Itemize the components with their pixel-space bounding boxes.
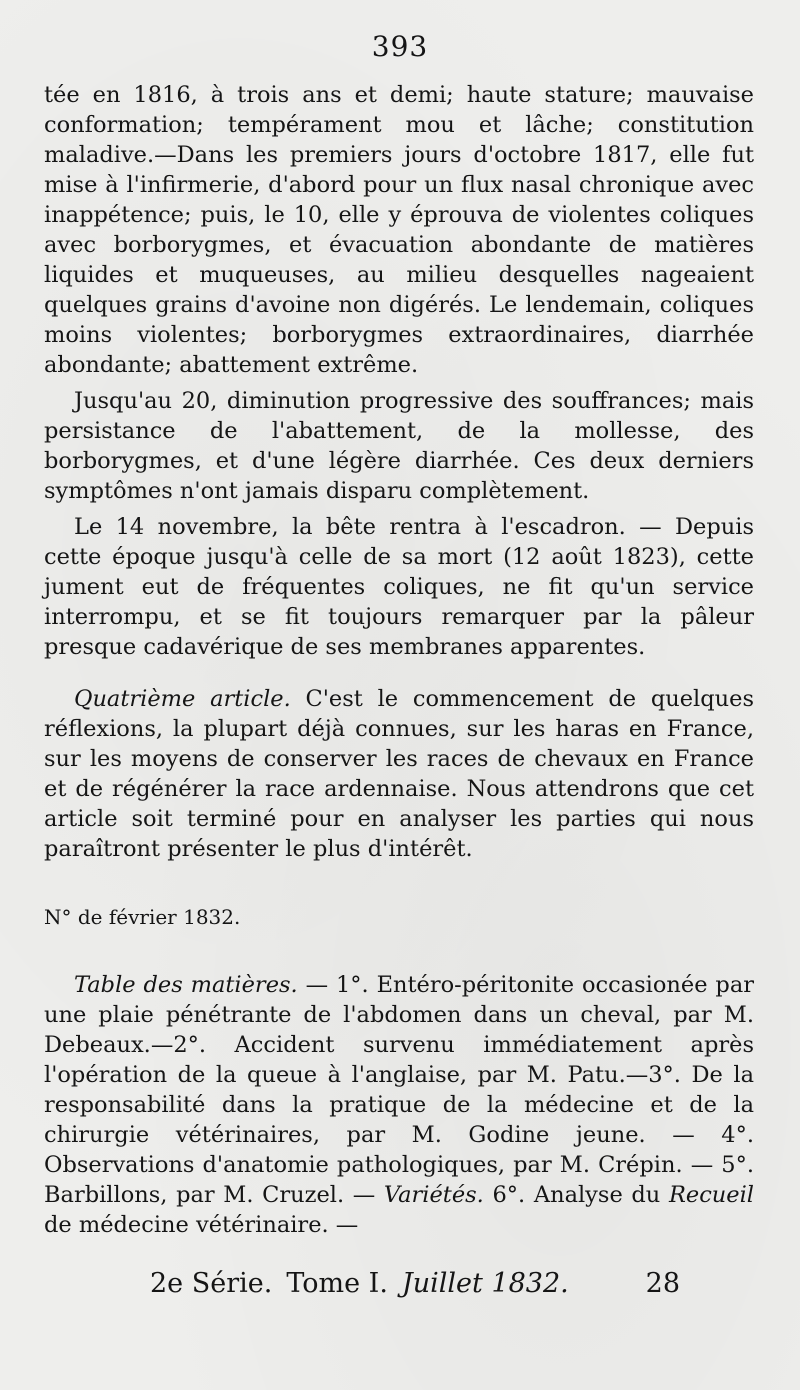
footer-series: 2e Série. [150,1268,273,1299]
signature-line [150,1268,680,1299]
footer-tome: Tome I. [286,1268,388,1299]
paragraph-1: tée en 1816, à trois ans et demi; haute stature; mauvaise conformation; tempérament mou et lâche; constitution maladive.—Dans les premiers jours d'octobre 1817, elle fut mise à l'infirmerie, d'abord pour un flux nasal chronique avec inappétence; puis, le 10, elle y éprouva de violentes coliques avec borborygmes, et évacuation abondante de matières liquides et muqueuses, au milieu desquelles nageaient quelques grains d'avoine non digérés. Le lendemain, coliques moins violentes; borborygmes extraordinaires, diarrhée abondante; abattement extrême. [44,82,754,378]
contents-label: Table des matières. [74,972,298,998]
contents-text-2: 6°. Analyse du [483,1182,669,1208]
recueil-label: Recueil [668,1182,754,1208]
varietes-label: Variétés. [383,1182,484,1208]
paragraph-4 [44,684,754,864]
footer-sheet-number: 28 [645,1268,680,1299]
contents-text-3: de médecine vétérinaire. — [44,1212,359,1238]
paragraph-4-text: C'est le commencement de quelques réflexions, la plupart déjà connues, sur les haras en France, sur les moyens de conserver les races de chevaux en France et de régénérer la race ardennaise. Nous attendrons que cet article soit terminé pour en analyser les parties qui nous paraîtront présenter le plus d'intérêt. [44,686,754,862]
paragraph-5 [44,970,754,1240]
contents-text: — 1°. Entéro-péritonite occasionée par une plaie pénétrante de l'abdomen dans un cheval, par M. Debeaux.—2°. Accident survenu immédiatement après l'opération de la queue à l'anglaise, par M. Patu.—3°. De la responsabilité dans la pratique de la médecine et de la chirurgie vétérinaires, par M. Godine jeune. — 4°. Observations d'anatomie pathologiques, par M. Crépin. — 5°. Barbillons, par M. Cruzel. — [44,972,755,1208]
article-label: Quatrième article. [74,686,291,712]
footer-date: Juillet 1832. [401,1268,569,1299]
paragraph-2: Jusqu'au 20, diminution progressive des souffrances; mais persistance de l'abattement, de la mollesse, des borborygmes, et d'une légère diarrhée. Ces deux derniers symptômes n'ont jamais disparu complètement. [44,388,754,504]
paragraph-3: Le 14 novembre, la bête rentra à l'escadron. — Depuis cette époque jusqu'à celle de sa mort (12 août 1823), cette jument eut de fréquentes coliques, ne fit qu'un service interrompu, et se fit toujours remarquer par la pâleur presque cadavérique de ses membranes apparentes. [44,514,754,660]
body-text [44,80,754,1240]
page-number: 393 [371,30,429,63]
issue-heading: N° de février 1832. [44,905,241,929]
